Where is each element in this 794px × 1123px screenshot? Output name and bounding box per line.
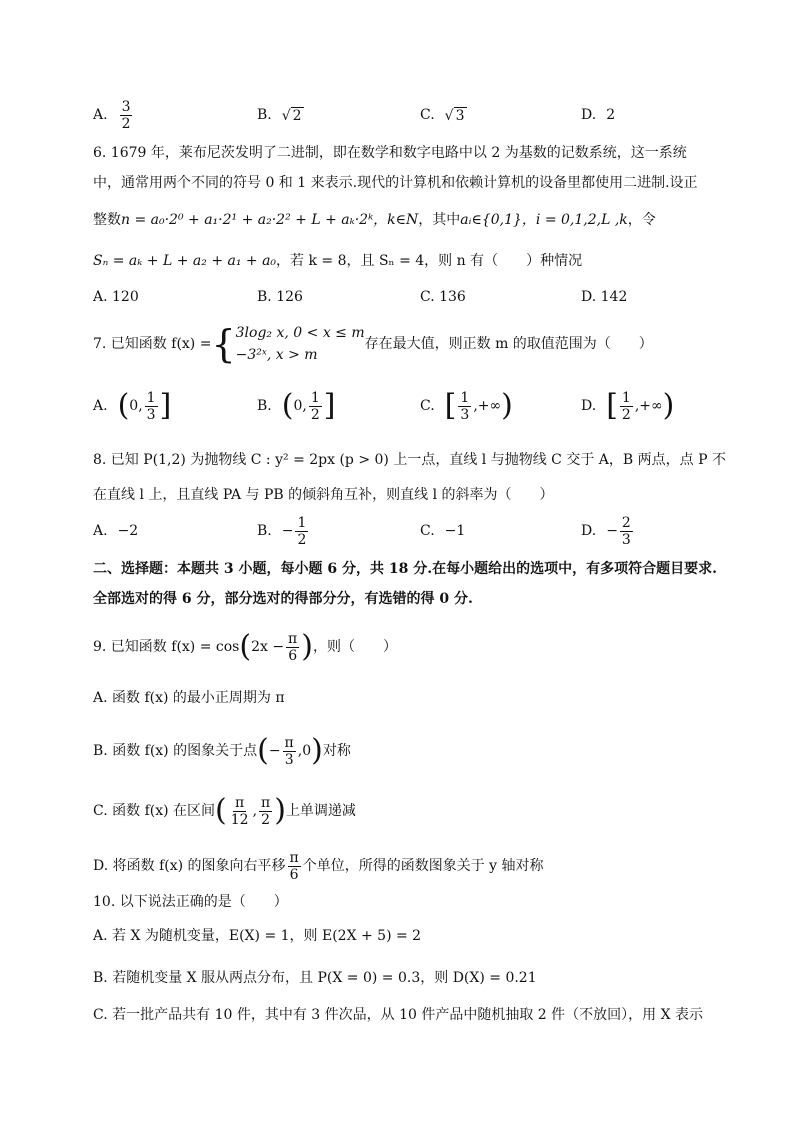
section-2-heading-line-1: 二、选择题：本题共 3 小题，每小题 6 分，共 18 分.在每小题给出的选项中，有多项符合题目要求. xyxy=(93,561,717,577)
q9-stem: 9. 已知函数 f(x) = cos ( 2x − $\frac{\pi}{6}$ ) ，则（ ） xyxy=(93,629,397,664)
q7-option-d[interactable]: D. [ $\frac{1}{2}$ ,+∞ ) xyxy=(581,388,675,423)
q5-option-a[interactable]: A. $\frac{3}{2}$ xyxy=(93,98,131,132)
q6-line-4: Sₙ = aₖ + L + a₂ + a₁ + a₀，若 k = 8，且 Sₙ = 4，则 n 有（ ）种情况 xyxy=(93,253,583,269)
q5-option-d[interactable]: D. 2 xyxy=(581,107,616,123)
q9-option-c[interactable]: C. 函数 f(x) 在区间 ( $\frac{\pi}{12}$ , $\frac{\pi}{2}$ ) 上单调递减 xyxy=(93,793,356,828)
q8-line-1: 8. 已知 P(1,2) 为抛物线 C : y² = 2px (p > 0) 上一点，直线 l 与抛物线 C 交于 A，B 两点，点 P 不 xyxy=(93,452,726,468)
q6-options xyxy=(93,277,703,317)
q5-options xyxy=(93,95,703,135)
section-2-heading-line-2: 全部选对的得 6 分，部分选对的得部分分，有选错的得 0 分. xyxy=(93,591,473,607)
q10-option-c[interactable]: C. 若一批产品共有 10 件，其中有 3 件次品，从 10 件产品中随机抽取 2 件（不放回），用 X 表示 xyxy=(93,1007,704,1023)
q8-line-2: 在直线 l 上，且直线 PA 与 PB 的倾斜角互补，则直线 l 的斜率为（ ） xyxy=(93,487,554,503)
q10-option-b[interactable]: B. 若随机变量 X 服从两点分布，且 P(X = 0) = 0.3，则 D(X) = 0.21 xyxy=(93,970,537,986)
q9-option-a[interactable]: A. 函数 f(x) 的最小正周期为 π xyxy=(93,690,285,706)
q7-stem: 7. 已知函数 f(x) = { 3log₂ x, 0 < x ≤ m −3²ˣ, x > m 存在最大值，则正数 m 的取值范围为（ ） xyxy=(93,322,653,366)
q6-option-d[interactable]: D. 142 xyxy=(581,289,628,305)
q6-option-b[interactable]: B. 126 xyxy=(257,289,303,305)
q8-option-b[interactable]: B. − $\frac{1}{2}$ xyxy=(257,514,307,548)
q9-option-b[interactable]: B. 函数 f(x) 的图象关于点 ( − $\frac{\pi}{3}$ ,0 ) 对称 xyxy=(93,733,351,768)
q7-option-c[interactable]: C. [ $\frac{1}{3}$ ,+∞ ) xyxy=(420,388,513,423)
q6-option-c[interactable]: C. 136 xyxy=(420,289,466,305)
q6-line-3: 整数n = a₀·2⁰ + a₁·2¹ + a₂·2² + L + aₖ·2ᵏ，k∈N，其中aᵢ∈{0,1}，i = 0,1,2,L ,k，令 xyxy=(93,212,656,228)
q10-option-a[interactable]: A. 若 X 为随机变量，E(X) = 1，则 E(2X + 5) = 2 xyxy=(93,928,422,944)
q8-options xyxy=(93,511,703,551)
q5-option-c[interactable]: C. √ 3 xyxy=(420,107,465,124)
q6-option-a[interactable]: A. 120 xyxy=(93,289,139,305)
q8-option-a[interactable]: A. −2 xyxy=(93,523,139,539)
q8-option-d[interactable]: D. − $\frac{2}{3}$ xyxy=(581,514,631,548)
q7-option-b[interactable]: B. ( 0, $\frac{1}{2}$ ] xyxy=(257,388,336,423)
q9-option-d[interactable]: D. 将函数 f(x) 的图象向右平移 $\frac{\pi}{6}$ 个单位，所得的函数图象关于 y 轴对称 xyxy=(93,849,544,883)
q6-line-1: 6. 1679 年，莱布尼茨发明了二进制，即在数学和数字电路中以 2 为基数的记数系统，这一系统 xyxy=(93,145,687,161)
q7-options xyxy=(93,386,703,426)
q5-option-b[interactable]: B. √ 2 xyxy=(257,107,302,124)
q7-piecewise: { 3log₂ x, 0 < x ≤ m −3²ˣ, x > m xyxy=(211,322,365,366)
q7-option-a[interactable]: A. ( 0, $\frac{1}{3}$ ] xyxy=(93,388,172,423)
q6-line-2: 中，通常用两个不同的符号 0 和 1 来表示.现代的计算机和依赖计算机的设备里都使用二进制.设正 xyxy=(93,175,698,191)
q10-stem: 10. 以下说法正确的是（ ） xyxy=(93,894,288,910)
q8-option-c[interactable]: C. −1 xyxy=(420,523,466,539)
